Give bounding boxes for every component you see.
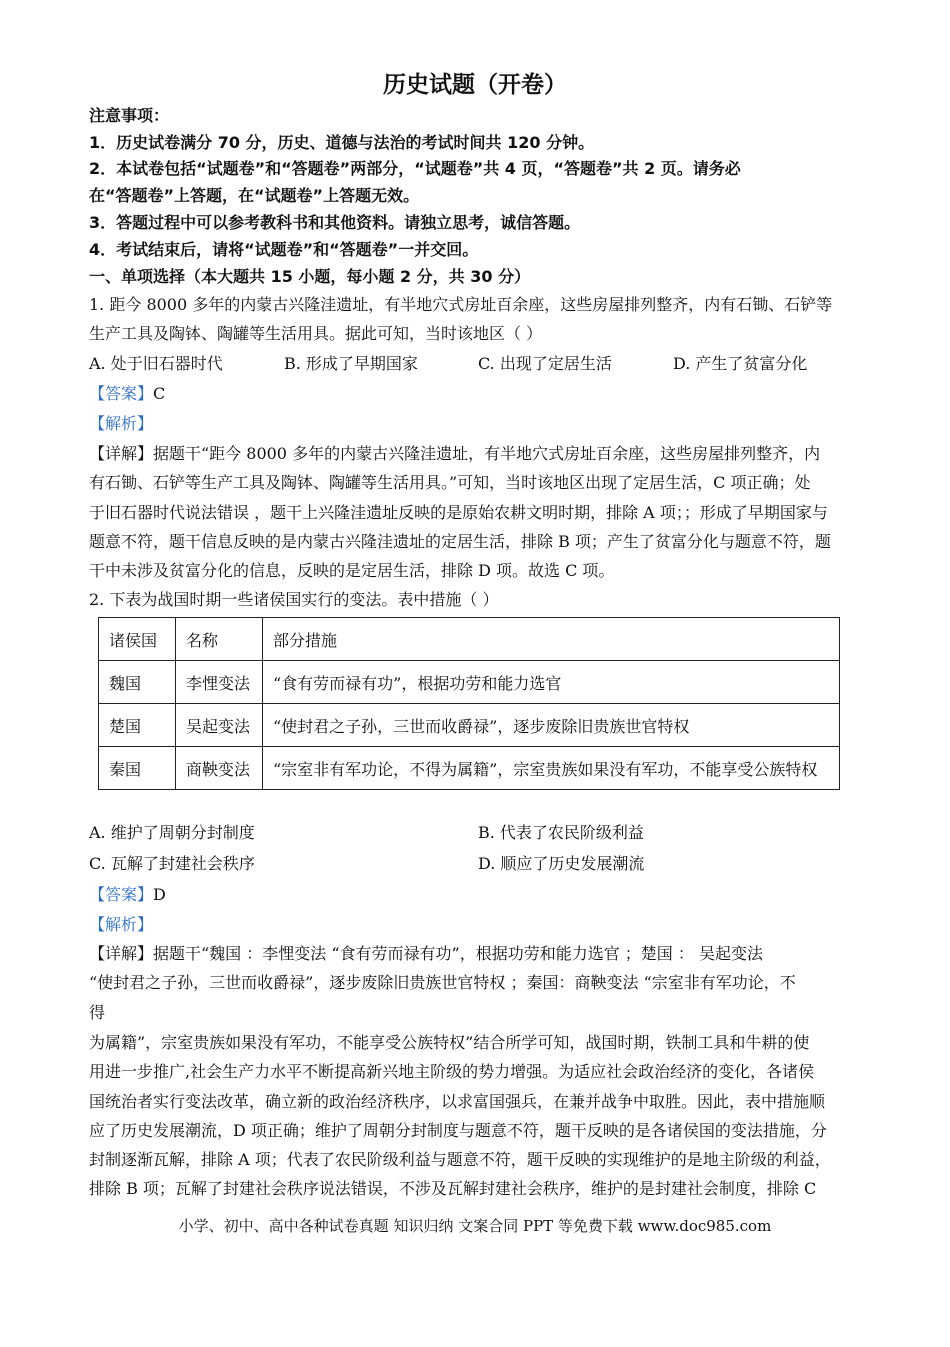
q1-detail-line: 干中未涉及贫富分化的信息，反映的是定居生活，排除 D 项。故选 C 项。	[89, 561, 615, 580]
table-row	[99, 661, 840, 704]
answer-value: D	[153, 885, 166, 904]
q2-detail-line: 排除 B 项；瓦解了封建社会秩序说法错误，不涉及瓦解封建社会秩序，维护的是封建社会制度，排除 C	[89, 1179, 817, 1198]
table-cell: 楚国	[99, 704, 176, 747]
q2-detail-line: “使封君之子孙，三世而收爵禄”，逐步废除旧贵族世官特权 ；秦国：商鞅变法 “宗室非有军功论，不	[89, 973, 796, 992]
q1-detail-line: 【详解】据题干“距今 8000 多年的内蒙古兴隆洼遗址，有半地穴式房址百余座，这些房屋排列整齐，内	[89, 444, 821, 463]
table-header-cell: 部分措施	[263, 618, 840, 661]
notice-item: 3．答题过程中可以参考教科书和其他资料。请独立思考，诚信答题。	[89, 213, 581, 232]
q2-option-c: C. 瓦解了封建社会秩序	[89, 854, 255, 873]
notice-heading: 注意事项：	[89, 106, 170, 125]
table-cell: “食有劳而禄有功”，根据功劳和能力选官	[263, 661, 840, 704]
q1-answer	[89, 381, 165, 404]
section-heading: 一、单项选择（本大题共 15 小题，每小题 2 分，共 30 分）	[89, 267, 531, 286]
table-row	[99, 704, 840, 747]
q2-detail-line: 得	[89, 1003, 106, 1022]
q1-analysis-tag: 【解析】	[89, 414, 154, 433]
q1-option-a: A. 处于旧石器时代	[89, 354, 223, 373]
q2-answer	[89, 882, 166, 905]
q2-detail-line: 国统治者实行变法改革，确立新的政治经济秩序，以求富国强兵，在兼并战争中取胜。因此，表中措施顺	[89, 1092, 826, 1111]
q1-option-b: B. 形成了早期国家	[284, 354, 418, 373]
reform-table	[98, 617, 840, 790]
table-header-row	[99, 618, 840, 661]
q2-analysis-tag: 【解析】	[89, 915, 154, 934]
q2-detail-line: 封制逐渐瓦解，排除 A 项；代表了农民阶级利益与题意不符，题干反映的实现维护的是地主阶级的利益，	[89, 1150, 831, 1169]
notice-item: 在“答题卷”上答题，在“试题卷”上答题无效。	[89, 186, 420, 205]
table-cell: 李悝变法	[176, 661, 263, 704]
table-cell: 商鞅变法	[176, 747, 263, 790]
notice-item: 2．本试卷包括“试题卷”和“答题卷”两部分，“试题卷”共 4 页，“答题卷”共 2 页。请务必	[89, 159, 741, 178]
page-footer: 小学、初中、高中各种试卷真题 知识归纳 文案合同 PPT 等免费下载 www.doc985.com	[178, 1217, 772, 1235]
q1-stem-line: 生产工具及陶钵、陶罐等生活用具。据此可知，当时该地区（ ）	[89, 324, 543, 343]
answer-tag: 【答案】	[89, 384, 154, 403]
q1-stem-line: 1. 距今 8000 多年的内蒙古兴隆洼遗址，有半地穴式房址百余座，这些房屋排列整齐，内有石锄、石铲等	[89, 295, 833, 314]
table-cell: “使封君之子孙，三世而收爵禄”，逐步废除旧贵族世官特权	[263, 704, 840, 747]
answer-tag: 【答案】	[89, 885, 154, 904]
table-cell: 魏国	[99, 661, 176, 704]
q2-option-a: A. 维护了周朝分封制度	[89, 823, 255, 842]
q2-stem: 2. 下表为战国时期一些诸侯国实行的变法。表中措施（ ）	[89, 590, 499, 609]
page-title: 历史试题（开卷）	[383, 72, 567, 98]
q1-detail-line: 有石锄、石铲等生产工具及陶钵、陶罐等生活用具。”可知，当时该地区出现了定居生活，C 项正确；处	[89, 473, 811, 492]
q2-detail-line: 【详解】据题干“魏国 ：李悝变法 “食有劳而禄有功”，根据功劳和能力选官 ；楚国 ： 吴起变法	[89, 944, 763, 963]
q2-detail-line: 为属籍”，宗室贵族如果没有军功，不能享受公族特权”结合所学可知，战国时期，铁制工具和牛耕的使	[89, 1033, 810, 1052]
table-header-cell: 名称	[176, 618, 263, 661]
answer-value: C	[153, 384, 166, 403]
table-cell: 吴起变法	[176, 704, 263, 747]
q2-option-b: B. 代表了农民阶级利益	[478, 823, 644, 842]
table-cell: “宗室非有军功论，不得为属籍”，宗室贵族如果没有军功，不能享受公族特权	[263, 747, 840, 790]
q1-option-d: D. 产生了贫富分化	[673, 354, 808, 373]
q2-option-d: D. 顺应了历史发展潮流	[478, 854, 645, 873]
table-cell: 秦国	[99, 747, 176, 790]
notice-item: 4．考试结束后，请将“试题卷”和“答题卷”一并交回。	[89, 240, 479, 259]
table-row	[99, 747, 840, 790]
q1-option-c: C. 出现了定居生活	[478, 354, 612, 373]
q1-detail-line: 于旧石器时代说法错误 ，题干上兴隆洼遗址反映的是原始农耕文明时期，排除 A 项；；形成了早期国家与	[89, 503, 828, 522]
q2-detail-line: 用进一步推广,社会生产力水平不断提高新兴地主阶级的势力增强。为适应社会政治经济的变化，各诸侯	[89, 1062, 815, 1081]
notice-item: 1．历史试卷满分 70 分，历史、道德与法治的考试时间共 120 分钟。	[89, 133, 595, 152]
table-header-cell: 诸侯国	[99, 618, 176, 661]
q2-detail-line: 应了历史发展潮流，D 项正确；维护了周朝分封制度与题意不符，题干反映的是各诸侯国的变法措施，分	[89, 1121, 827, 1140]
q1-detail-line: 题意不符，题干信息反映的是内蒙古兴隆洼遗址的定居生活，排除 B 项；产生了贫富分化与题意不符，题	[89, 532, 831, 551]
